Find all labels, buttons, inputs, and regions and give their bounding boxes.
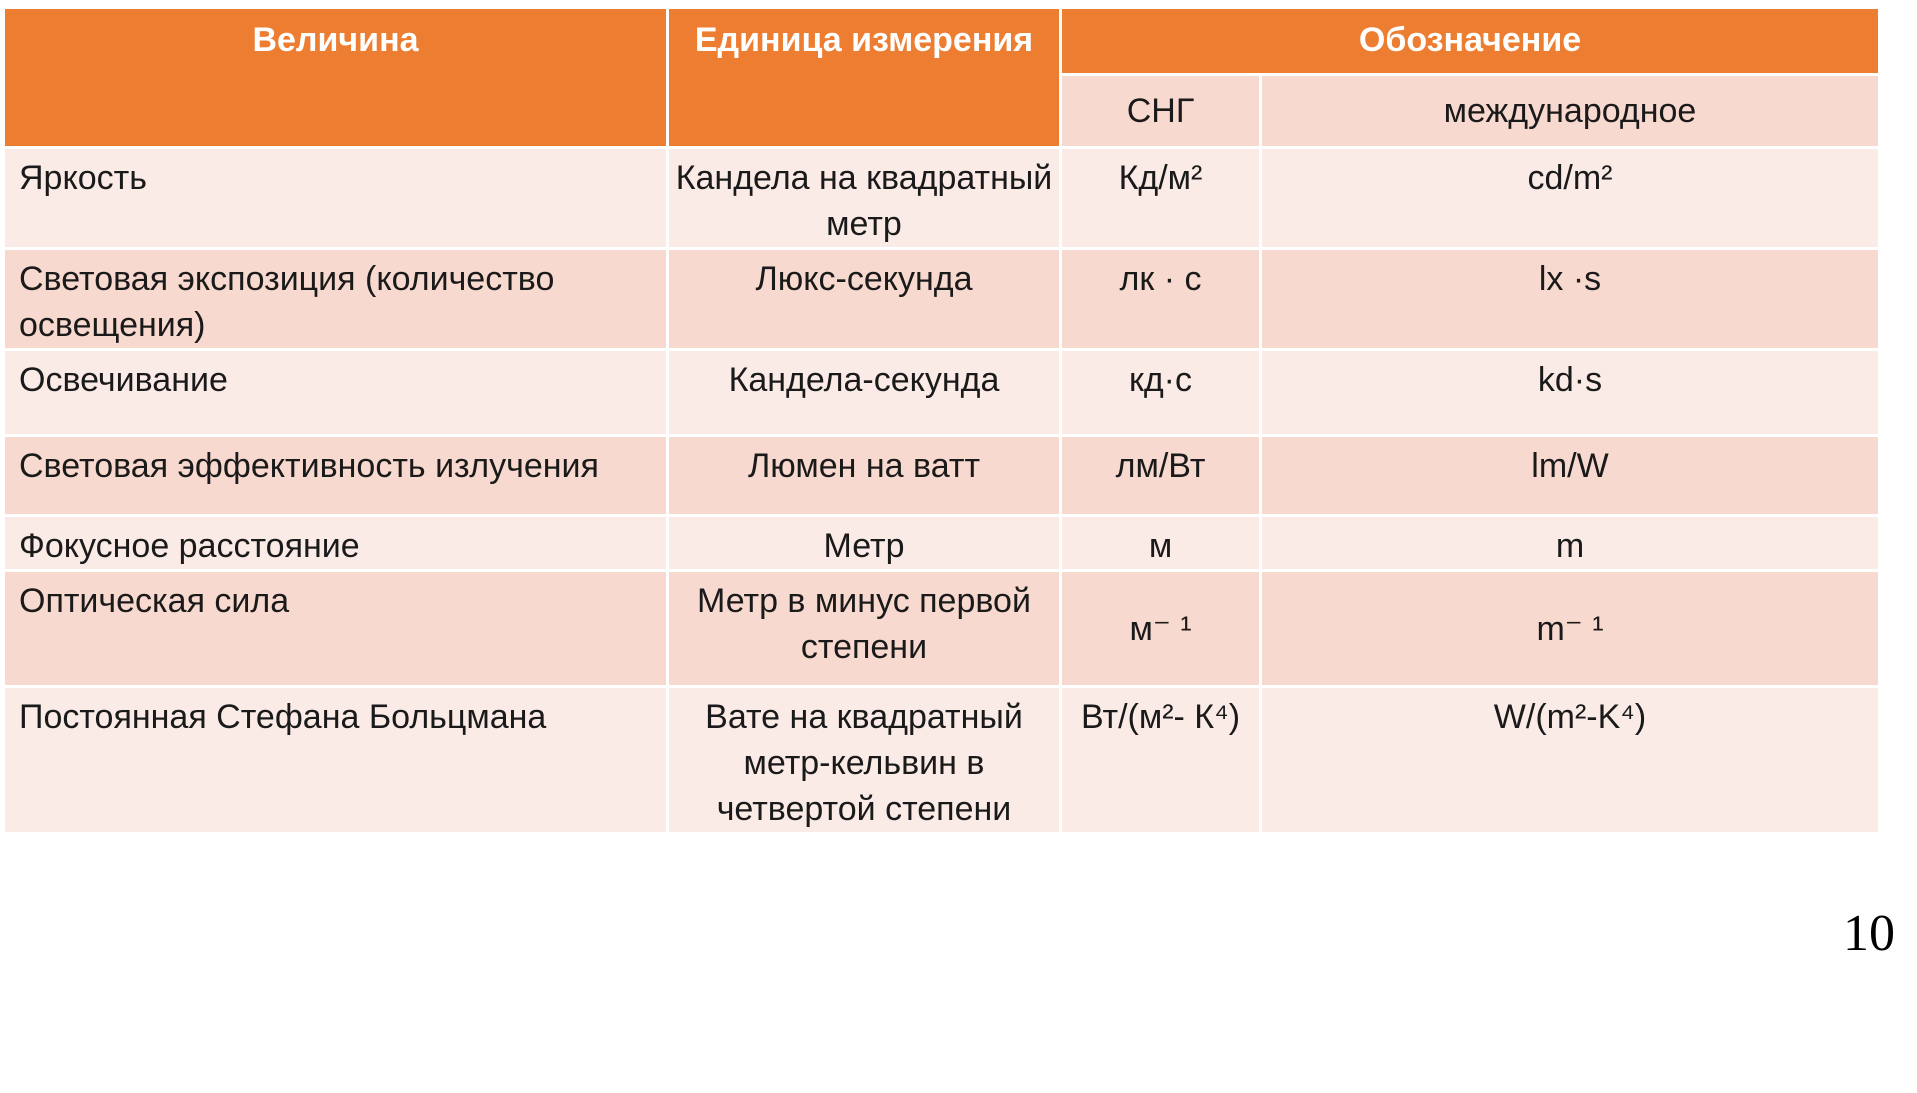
cell-cis-symbol: Кд/м² bbox=[1061, 148, 1261, 249]
subheader-cis bbox=[1061, 75, 1261, 148]
cell-unit: Люмен на ватт bbox=[668, 436, 1061, 516]
header-designation bbox=[1061, 8, 1880, 75]
cell-quantity: Яркость bbox=[4, 148, 668, 249]
cell-intl-symbol: kd·s bbox=[1261, 350, 1880, 436]
cell-cis-symbol: кд·с bbox=[1061, 350, 1261, 436]
cell-unit: Метр в минус первой степени bbox=[668, 571, 1061, 687]
cell-intl-symbol: lm/W bbox=[1261, 436, 1880, 516]
header-row bbox=[4, 8, 1880, 75]
cell-cis-symbol: м⁻ ¹ bbox=[1061, 571, 1261, 687]
cell-unit: Метр bbox=[668, 516, 1061, 571]
cell-intl-symbol: W/(m²-K⁴) bbox=[1261, 687, 1880, 834]
table-row bbox=[4, 687, 1880, 834]
header-designation-label: Обозначение bbox=[1358, 21, 1582, 59]
cell-quantity: Постоянная Стефана Больцмана bbox=[4, 687, 668, 834]
cell-cis-symbol: лм/Вт bbox=[1061, 436, 1261, 516]
header-quantity-label: Величина bbox=[252, 21, 419, 59]
table-row bbox=[4, 436, 1880, 516]
subheader-international bbox=[1261, 75, 1880, 148]
table-row bbox=[4, 148, 1880, 249]
table-row bbox=[4, 249, 1880, 350]
cell-unit: Кандела-секунда bbox=[668, 350, 1061, 436]
cell-cis-symbol: лк · с bbox=[1061, 249, 1261, 350]
header-unit bbox=[668, 8, 1061, 148]
header-unit-label: Единица измерения bbox=[694, 21, 1034, 59]
cell-cis-symbol: Вт/(м²- К⁴) bbox=[1061, 687, 1261, 834]
cell-intl-symbol: m bbox=[1261, 516, 1880, 571]
page-number: 10 bbox=[1843, 905, 1895, 962]
cell-quantity: Световая эффективность излучения bbox=[4, 436, 668, 516]
cell-intl-symbol: lx ·s bbox=[1261, 249, 1880, 350]
subheader-international-label: международное bbox=[1443, 92, 1697, 130]
cell-quantity: Оптическая сила bbox=[4, 571, 668, 687]
units-table bbox=[2, 6, 1881, 835]
cell-intl-symbol: m⁻ ¹ bbox=[1261, 571, 1880, 687]
cell-quantity: Световая экспозиция (количество освещения) bbox=[4, 249, 668, 350]
table-row bbox=[4, 516, 1880, 571]
cell-unit: Вате на квадратный метр-кельвин в четвертой степени bbox=[668, 687, 1061, 834]
cell-quantity: Фокусное расстояние bbox=[4, 516, 668, 571]
cell-unit: Кандела на квадратный метр bbox=[668, 148, 1061, 249]
cell-intl-symbol: cd/m² bbox=[1261, 148, 1880, 249]
header-quantity bbox=[4, 8, 668, 148]
subheader-cis-label: СНГ bbox=[1126, 92, 1195, 130]
cell-cis-symbol: м bbox=[1061, 516, 1261, 571]
cell-unit: Люкс-секунда bbox=[668, 249, 1061, 350]
table-row bbox=[4, 571, 1880, 687]
table-row bbox=[4, 350, 1880, 436]
cell-quantity: Освечивание bbox=[4, 350, 668, 436]
